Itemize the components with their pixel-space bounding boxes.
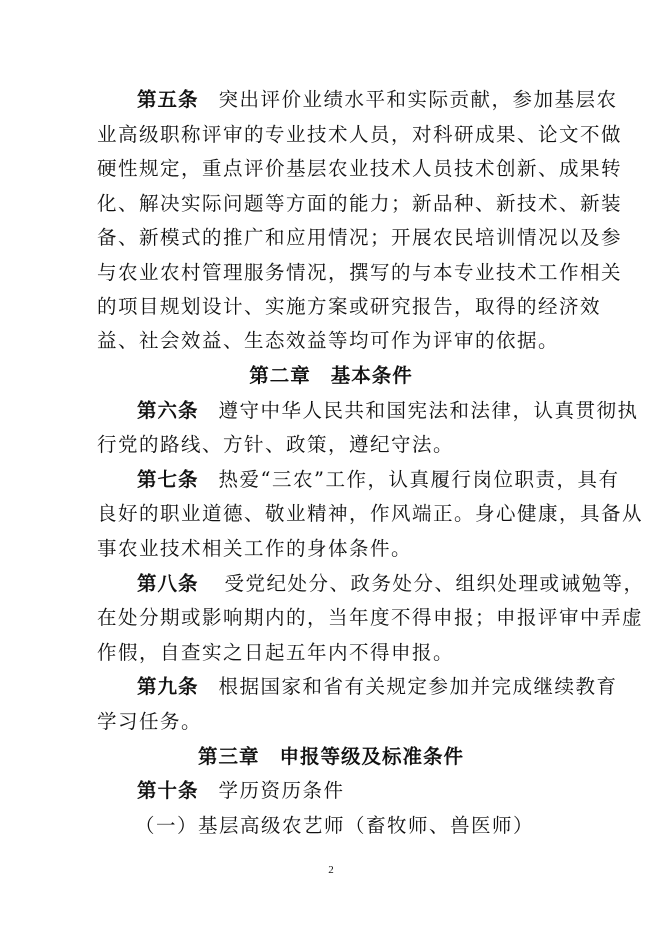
article-6-line: 行党的路线、方针、政策，遵纪守法。 bbox=[97, 433, 455, 456]
chapter-2-title: 基本条件 bbox=[330, 364, 413, 387]
article-7-first-line bbox=[137, 466, 619, 494]
sub-item-1: （一）基层高级农艺师（畜牧师、兽医师） bbox=[135, 814, 535, 837]
article-6-first-line bbox=[137, 397, 639, 425]
article-5-line: 硬性规定，重点评价基层农业技术人员技术创新、成果转 bbox=[97, 157, 623, 180]
article-8-line: 在处分期或影响期内的，当年度不得申报；申报评审中弄虚 bbox=[97, 606, 644, 629]
article-10-line bbox=[137, 777, 345, 805]
chapter-3-title: 申报等级及标准条件 bbox=[279, 745, 465, 768]
chapter-3-heading bbox=[0, 743, 662, 771]
article-7-text: 热爱“三农”工作，认真履行岗位职责，具有 bbox=[218, 468, 620, 491]
article-7-label: 第七条 bbox=[137, 468, 199, 491]
article-9-text: 根据国家和省有关规定参加并完成继续教育 bbox=[218, 675, 618, 698]
article-9-line: 学习任务。 bbox=[97, 710, 203, 733]
article-8-first-line bbox=[137, 570, 645, 598]
article-7-line: 事农业技术相关工作的身体条件。 bbox=[97, 537, 413, 560]
article-5-line: 的项目规划设计、实施方案或研究报告，取得的经济效 bbox=[97, 295, 602, 318]
article-5-label: 第五条 bbox=[137, 88, 199, 111]
article-5-text: 突出评价业绩水平和实际贡献，参加基层农 bbox=[218, 88, 618, 111]
chapter-2-number: 第二章 bbox=[249, 364, 311, 387]
page-number: 2 bbox=[328, 864, 334, 876]
article-6-label: 第六条 bbox=[137, 399, 199, 422]
article-5-line: 益、社会效益、生态效益等均可作为评审的依据。 bbox=[97, 329, 560, 352]
article-5-line: 与农业农村管理服务情况，撰写的与本专业技术工作相关 bbox=[97, 261, 623, 284]
article-5-line: 业高级职称评审的专业技术人员，对科研成果、论文不做 bbox=[97, 123, 623, 146]
article-8-text: 受党纪处分、政务处分、组织处理或诫勉等， bbox=[224, 572, 645, 595]
chapter-3-number: 第三章 bbox=[197, 745, 260, 768]
article-7-line: 良好的职业道德、敬业精神，作风端正。身心健康，具备从 bbox=[97, 502, 644, 525]
chapter-2-heading bbox=[0, 362, 662, 390]
article-5-first-line bbox=[137, 86, 618, 114]
article-9-first-line bbox=[137, 673, 618, 701]
article-10-label: 第十条 bbox=[137, 779, 199, 802]
article-10-text: 学历资历条件 bbox=[218, 779, 345, 802]
article-5-line: 备、新模式的推广和应用情况；开展农民培训情况以及参 bbox=[97, 226, 623, 249]
article-9-label: 第九条 bbox=[137, 675, 199, 698]
article-8-line: 作假，自查实之日起五年内不得申报。 bbox=[97, 641, 455, 664]
article-6-text: 遵守中华人民共和国宪法和法律，认真贯彻执 bbox=[218, 399, 639, 422]
article-5-line: 化、解决实际问题等方面的能力；新品种、新技术、新装 bbox=[97, 192, 623, 215]
article-8-label: 第八条 bbox=[137, 572, 199, 595]
